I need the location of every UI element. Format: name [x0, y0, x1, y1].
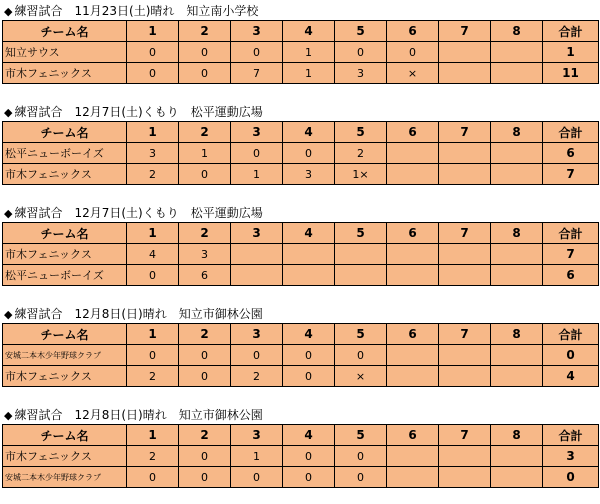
- total-header: 合計: [543, 425, 599, 446]
- inning-header: 2: [179, 223, 231, 244]
- score-cell: [439, 366, 491, 387]
- game-title: ◆ 練習試合 12月7日(土)くもり 松平運動広場: [2, 103, 598, 121]
- inning-header: 8: [491, 223, 543, 244]
- total-header: 合計: [543, 122, 599, 143]
- score-cell: [283, 244, 335, 265]
- score-cell: 7: [231, 63, 283, 84]
- inning-header: 5: [335, 425, 387, 446]
- inning-header: 8: [491, 324, 543, 345]
- score-cell: 0: [283, 345, 335, 366]
- team-name: 市木フェニックス: [3, 446, 127, 467]
- total-cell: 0: [543, 345, 599, 366]
- inning-header: 2: [179, 324, 231, 345]
- team-name: 市木フェニックス: [3, 63, 127, 84]
- score-table: [2, 20, 599, 84]
- diamond-icon: ◆: [4, 207, 13, 220]
- team-name: 市木フェニックス: [3, 164, 127, 185]
- inning-header: 7: [439, 324, 491, 345]
- score-cell: [491, 265, 543, 286]
- inning-header: 3: [231, 122, 283, 143]
- team-row: [3, 63, 599, 84]
- score-cell: 0: [179, 345, 231, 366]
- team-name: 市木フェニックス: [3, 366, 127, 387]
- inning-header: 6: [387, 21, 439, 42]
- team-row: [3, 164, 599, 185]
- inning-header: 3: [231, 324, 283, 345]
- team-row: [3, 42, 599, 63]
- score-cell: 0: [231, 467, 283, 488]
- total-cell: 6: [543, 265, 599, 286]
- score-cell: 0: [231, 345, 283, 366]
- score-cell: 1: [283, 63, 335, 84]
- game-3: [2, 204, 598, 286]
- inning-header: 6: [387, 425, 439, 446]
- score-cell: [335, 265, 387, 286]
- score-cell: 0: [179, 446, 231, 467]
- team-name: 安城二本木少年野球クラブ: [3, 345, 127, 366]
- score-cell: 1: [283, 42, 335, 63]
- score-cell: [283, 265, 335, 286]
- team-row: [3, 345, 599, 366]
- score-cell: 0: [335, 345, 387, 366]
- score-cell: 0: [231, 42, 283, 63]
- score-cell: [439, 467, 491, 488]
- score-cell: 3: [179, 244, 231, 265]
- inning-header: 1: [127, 425, 179, 446]
- team-row: [3, 446, 599, 467]
- score-cell: 0: [387, 42, 439, 63]
- score-table: [2, 222, 599, 286]
- total-header: 合計: [543, 324, 599, 345]
- score-cell: [387, 446, 439, 467]
- team-row: [3, 143, 599, 164]
- team-name: 安城二本木少年野球クラブ: [3, 467, 127, 488]
- inning-header: 2: [179, 122, 231, 143]
- score-cell: 0: [335, 446, 387, 467]
- team-header: チーム名: [3, 122, 127, 143]
- team-header: チーム名: [3, 425, 127, 446]
- score-table: [2, 323, 599, 387]
- score-cell: 0: [179, 467, 231, 488]
- score-cell: [439, 63, 491, 84]
- game-title: ◆ 練習試合 12月7日(土)くもり 松平運動広場: [2, 204, 598, 222]
- header-row: [3, 223, 599, 244]
- inning-header: 5: [335, 223, 387, 244]
- score-cell: 0: [335, 42, 387, 63]
- score-cell: [491, 345, 543, 366]
- diamond-icon: ◆: [4, 106, 13, 119]
- inning-header: 5: [335, 122, 387, 143]
- header-row: [3, 324, 599, 345]
- total-cell: 7: [543, 244, 599, 265]
- score-cell: [491, 164, 543, 185]
- score-cell: 3: [283, 164, 335, 185]
- game-title: ◆ 練習試合 12月8日(日)晴れ 知立市御林公園: [2, 305, 598, 323]
- inning-header: 4: [283, 324, 335, 345]
- inning-header: 5: [335, 324, 387, 345]
- team-name: 知立サウス: [3, 42, 127, 63]
- score-cell: [491, 244, 543, 265]
- score-cell: 0: [127, 42, 179, 63]
- score-cell: ×: [335, 366, 387, 387]
- team-name: 市木フェニックス: [3, 244, 127, 265]
- score-cell: 1: [231, 446, 283, 467]
- inning-header: 7: [439, 425, 491, 446]
- game-5: [2, 406, 598, 488]
- inning-header: 8: [491, 21, 543, 42]
- header-row: [3, 21, 599, 42]
- diamond-icon: ◆: [4, 308, 13, 321]
- score-cell: 3: [335, 63, 387, 84]
- inning-header: 7: [439, 223, 491, 244]
- inning-header: 3: [231, 21, 283, 42]
- score-cell: [491, 63, 543, 84]
- score-cell: 0: [127, 467, 179, 488]
- score-cell: ×: [387, 63, 439, 84]
- score-cell: 2: [231, 366, 283, 387]
- score-table: [2, 424, 599, 488]
- team-name: 松平ニューボーイズ: [3, 265, 127, 286]
- inning-header: 7: [439, 21, 491, 42]
- score-cell: 0: [127, 63, 179, 84]
- team-row: [3, 366, 599, 387]
- score-cell: [387, 366, 439, 387]
- score-cell: 4: [127, 244, 179, 265]
- score-cell: [387, 143, 439, 164]
- inning-header: 3: [231, 425, 283, 446]
- score-cell: 0: [127, 265, 179, 286]
- inning-header: 8: [491, 425, 543, 446]
- inning-header: 8: [491, 122, 543, 143]
- score-cell: 0: [231, 143, 283, 164]
- inning-header: 1: [127, 122, 179, 143]
- total-header: 合計: [543, 223, 599, 244]
- score-cell: [439, 446, 491, 467]
- score-cell: [231, 244, 283, 265]
- team-row: [3, 244, 599, 265]
- inning-header: 2: [179, 21, 231, 42]
- inning-header: 5: [335, 21, 387, 42]
- score-cell: 0: [127, 345, 179, 366]
- inning-header: 6: [387, 223, 439, 244]
- diamond-icon: ◆: [4, 409, 13, 422]
- inning-header: 6: [387, 122, 439, 143]
- team-row: [3, 467, 599, 488]
- score-cell: [387, 467, 439, 488]
- score-cell: [387, 265, 439, 286]
- score-cell: 0: [179, 366, 231, 387]
- total-cell: 7: [543, 164, 599, 185]
- score-cell: 0: [179, 63, 231, 84]
- inning-header: 2: [179, 425, 231, 446]
- score-cell: 2: [127, 366, 179, 387]
- score-cell: [439, 244, 491, 265]
- score-cell: [439, 164, 491, 185]
- total-header: 合計: [543, 21, 599, 42]
- total-cell: 6: [543, 143, 599, 164]
- team-header: チーム名: [3, 324, 127, 345]
- score-cell: [439, 143, 491, 164]
- score-cell: 2: [335, 143, 387, 164]
- team-header: チーム名: [3, 223, 127, 244]
- total-cell: 11: [543, 63, 599, 84]
- inning-header: 4: [283, 21, 335, 42]
- score-cell: [387, 244, 439, 265]
- inning-header: 1: [127, 21, 179, 42]
- score-table: [2, 121, 599, 185]
- game-title: ◆ 練習試合 12月8日(日)晴れ 知立市御林公園: [2, 406, 598, 424]
- score-cell: [491, 446, 543, 467]
- score-cell: [387, 345, 439, 366]
- inning-header: 6: [387, 324, 439, 345]
- header-row: [3, 425, 599, 446]
- score-cell: 3: [127, 143, 179, 164]
- score-cell: [491, 42, 543, 63]
- score-cell: 1: [231, 164, 283, 185]
- score-cell: 0: [283, 467, 335, 488]
- inning-header: 4: [283, 223, 335, 244]
- game-2: [2, 103, 598, 185]
- score-cell: [387, 164, 439, 185]
- inning-header: 7: [439, 122, 491, 143]
- score-cell: [439, 42, 491, 63]
- inning-header: 3: [231, 223, 283, 244]
- inning-header: 1: [127, 324, 179, 345]
- score-cell: [231, 265, 283, 286]
- total-cell: 0: [543, 467, 599, 488]
- total-cell: 4: [543, 366, 599, 387]
- game-4: [2, 305, 598, 387]
- game-title: ◆ 練習試合 11月23日(土)晴れ 知立南小学校: [2, 2, 598, 20]
- score-cell: [439, 265, 491, 286]
- score-cell: 2: [127, 446, 179, 467]
- team-name: 松平ニューボーイズ: [3, 143, 127, 164]
- score-cell: [439, 345, 491, 366]
- score-cell: 0: [283, 143, 335, 164]
- score-cell: 0: [283, 446, 335, 467]
- total-cell: 3: [543, 446, 599, 467]
- diamond-icon: ◆: [4, 5, 13, 18]
- score-cell: 0: [283, 366, 335, 387]
- header-row: [3, 122, 599, 143]
- inning-header: 4: [283, 122, 335, 143]
- score-cell: [491, 366, 543, 387]
- score-cell: [335, 244, 387, 265]
- score-cell: 1×: [335, 164, 387, 185]
- inning-header: 1: [127, 223, 179, 244]
- score-cell: 0: [179, 164, 231, 185]
- score-cell: 0: [335, 467, 387, 488]
- game-1: [2, 2, 598, 84]
- inning-header: 4: [283, 425, 335, 446]
- score-cell: 1: [179, 143, 231, 164]
- team-row: [3, 265, 599, 286]
- score-cell: 0: [179, 42, 231, 63]
- score-cell: [491, 467, 543, 488]
- total-cell: 1: [543, 42, 599, 63]
- score-cell: [491, 143, 543, 164]
- team-header: チーム名: [3, 21, 127, 42]
- score-cell: 6: [179, 265, 231, 286]
- score-cell: 2: [127, 164, 179, 185]
